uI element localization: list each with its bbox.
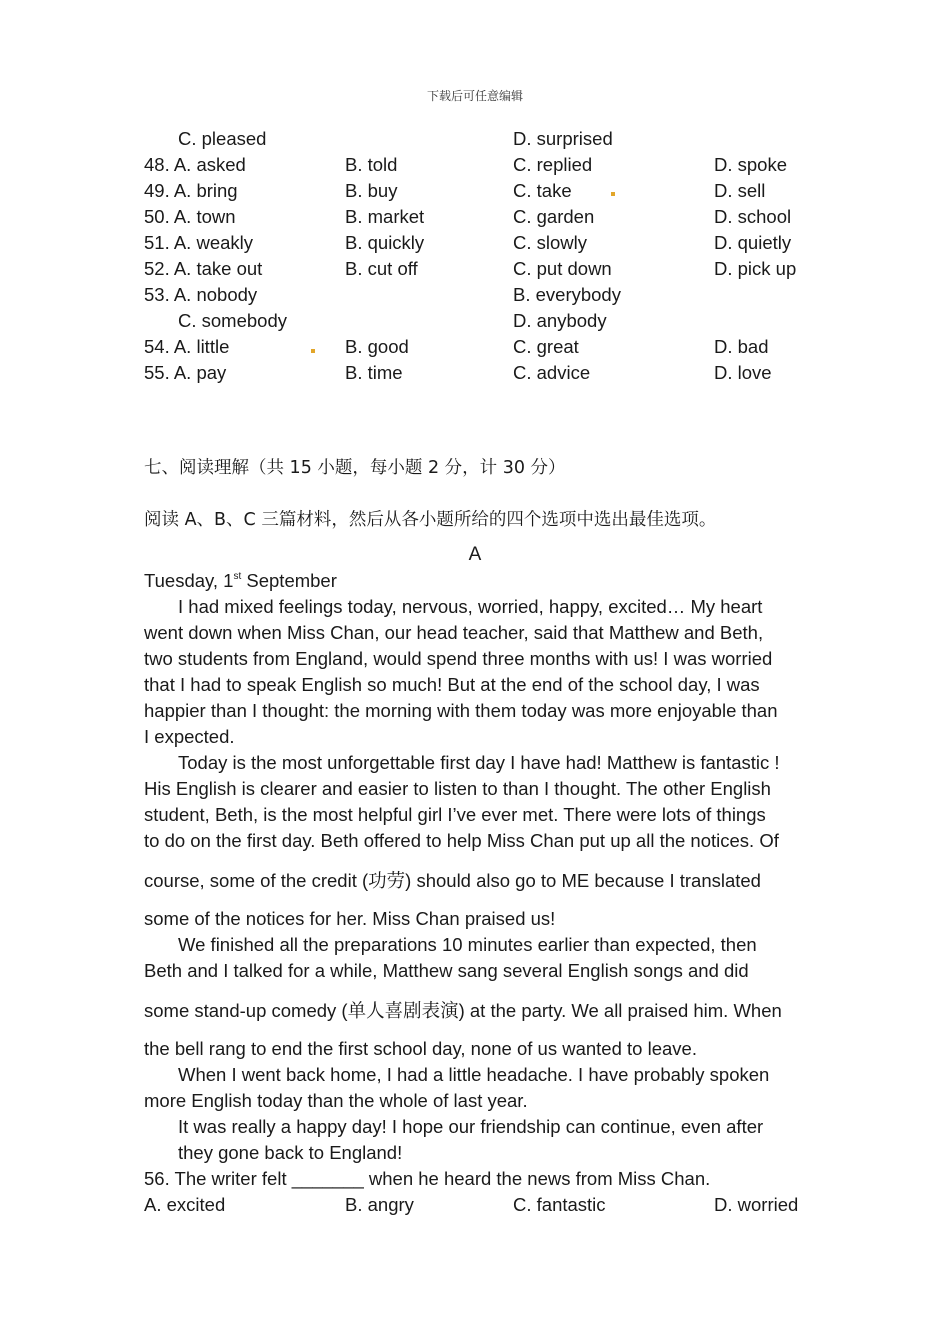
option-d: D. sell (714, 180, 766, 201)
option-row-49 (0, 178, 950, 204)
page-header: 下载后可任意编辑 (426, 89, 523, 103)
passage-line: It was really a happy day! I hope our friendship can continue, even after (178, 1116, 764, 1137)
option-row-54 (0, 334, 950, 360)
option-row-53-cont (0, 308, 950, 334)
option-d: D. bad (714, 336, 769, 357)
option-c: C. slowly (513, 232, 588, 253)
option-c: C. pleased (178, 128, 267, 149)
option-row-50 (0, 204, 950, 230)
passage-date: Tuesday, 1st September (144, 570, 337, 591)
option-d: D. spoke (714, 154, 788, 175)
option-a: 48. A. asked (144, 154, 246, 175)
speck-mark (611, 192, 615, 196)
option-c: C. great (513, 336, 579, 357)
option-d: D. love (714, 362, 772, 383)
passage-line: His English is clearer and easier to listen to than I thought. The other English (144, 778, 771, 799)
passage-line: that I had to speak English so much! But at the end of the school day, I was (144, 674, 760, 695)
option-c: C. fantastic (513, 1194, 606, 1215)
passage-line: student, Beth, is the most helpful girl I’ve ever met. There were lots of things (144, 804, 766, 825)
option-b: B. quickly (345, 232, 425, 253)
option-b: B. cut off (345, 258, 418, 279)
option-row-48 (0, 152, 950, 178)
passage-line: I had mixed feelings today, nervous, worried, happy, excited… My heart (178, 596, 763, 617)
section-title: 七、阅读理解（共 15 小题，每小题 2 分，计 30 分） (144, 458, 566, 478)
passage-line: course, some of the credit (功劳) should also go to ME because I translated (144, 870, 761, 891)
option-b: B. everybody (513, 284, 621, 305)
passage-line: to do on the first day. Beth offered to help Miss Chan put up all the notices. Of (144, 830, 779, 851)
option-d: D. pick up (714, 258, 797, 279)
option-row-51 (0, 230, 950, 256)
passage-label: A (468, 544, 482, 565)
speck-mark (311, 349, 315, 353)
passage-line: went down when Miss Chan, our head teacher, said that Matthew and Beth, (144, 622, 764, 643)
option-a: 49. A. bring (144, 180, 238, 201)
option-d: D. surprised (513, 128, 613, 149)
option-c: C. garden (513, 206, 595, 227)
option-b: B. time (345, 362, 403, 383)
passage-line: some of the notices for her. Miss Chan praised us! (144, 908, 556, 929)
option-a: 50. A. town (144, 206, 236, 227)
passage-line: more English today than the whole of last year. (144, 1090, 528, 1111)
option-b: B. buy (345, 180, 398, 201)
option-row-52 (0, 256, 950, 282)
option-a: 52. A. take out (144, 258, 263, 279)
option-row-56 (0, 1192, 950, 1218)
option-a: 51. A. weakly (144, 232, 254, 253)
option-c: C. replied (513, 154, 593, 175)
question-stem: 56. The writer felt _______ when he heard the news from Miss Chan. (144, 1168, 711, 1189)
option-row-47 (0, 126, 950, 152)
option-b: B. good (345, 336, 409, 357)
passage-line: We finished all the preparations 10 minutes earlier than expected, then (178, 934, 757, 955)
option-d: D. anybody (513, 310, 607, 331)
option-d: D. school (714, 206, 792, 227)
option-row-55 (0, 360, 950, 386)
option-c: C. advice (513, 362, 591, 383)
option-a: 53. A. nobody (144, 284, 258, 305)
option-a: 55. A. pay (144, 362, 227, 383)
section-instruction: 阅读 A、B、C 三篇材料，然后从各小题所给的四个选项中选出最佳选项。 (144, 510, 717, 530)
passage-line: some stand-up comedy (单人喜剧表演) at the party. We all praised him. When (144, 1000, 782, 1021)
passage-line: Today is the most unforgettable first day I have had! Matthew is fantastic ! (178, 752, 780, 773)
option-c: C. somebody (178, 310, 287, 331)
passage-line: they gone back to England! (178, 1142, 403, 1163)
passage-line: I expected. (144, 726, 235, 747)
passage-line: the bell rang to end the first school day, none of us wanted to leave. (144, 1038, 697, 1059)
option-b: B. angry (345, 1194, 414, 1215)
option-b: B. market (345, 206, 425, 227)
option-d: D. worried (714, 1194, 799, 1215)
passage-line: When I went back home, I had a little headache. I have probably spoken (178, 1064, 770, 1085)
passage-line: two students from England, would spend three months with us! I was worried (144, 648, 773, 669)
option-a: A. excited (144, 1194, 226, 1215)
passage-line: happier than I thought: the morning with them today was more enjoyable than (144, 700, 778, 721)
option-c: C. take (513, 180, 572, 201)
option-row-53 (0, 282, 950, 308)
option-d: D. quietly (714, 232, 792, 253)
passage-line: Beth and I talked for a while, Matthew sang several English songs and did (144, 960, 749, 981)
option-a: 54. A. little (144, 336, 230, 357)
option-c: C. put down (513, 258, 612, 279)
option-b: B. told (345, 154, 398, 175)
